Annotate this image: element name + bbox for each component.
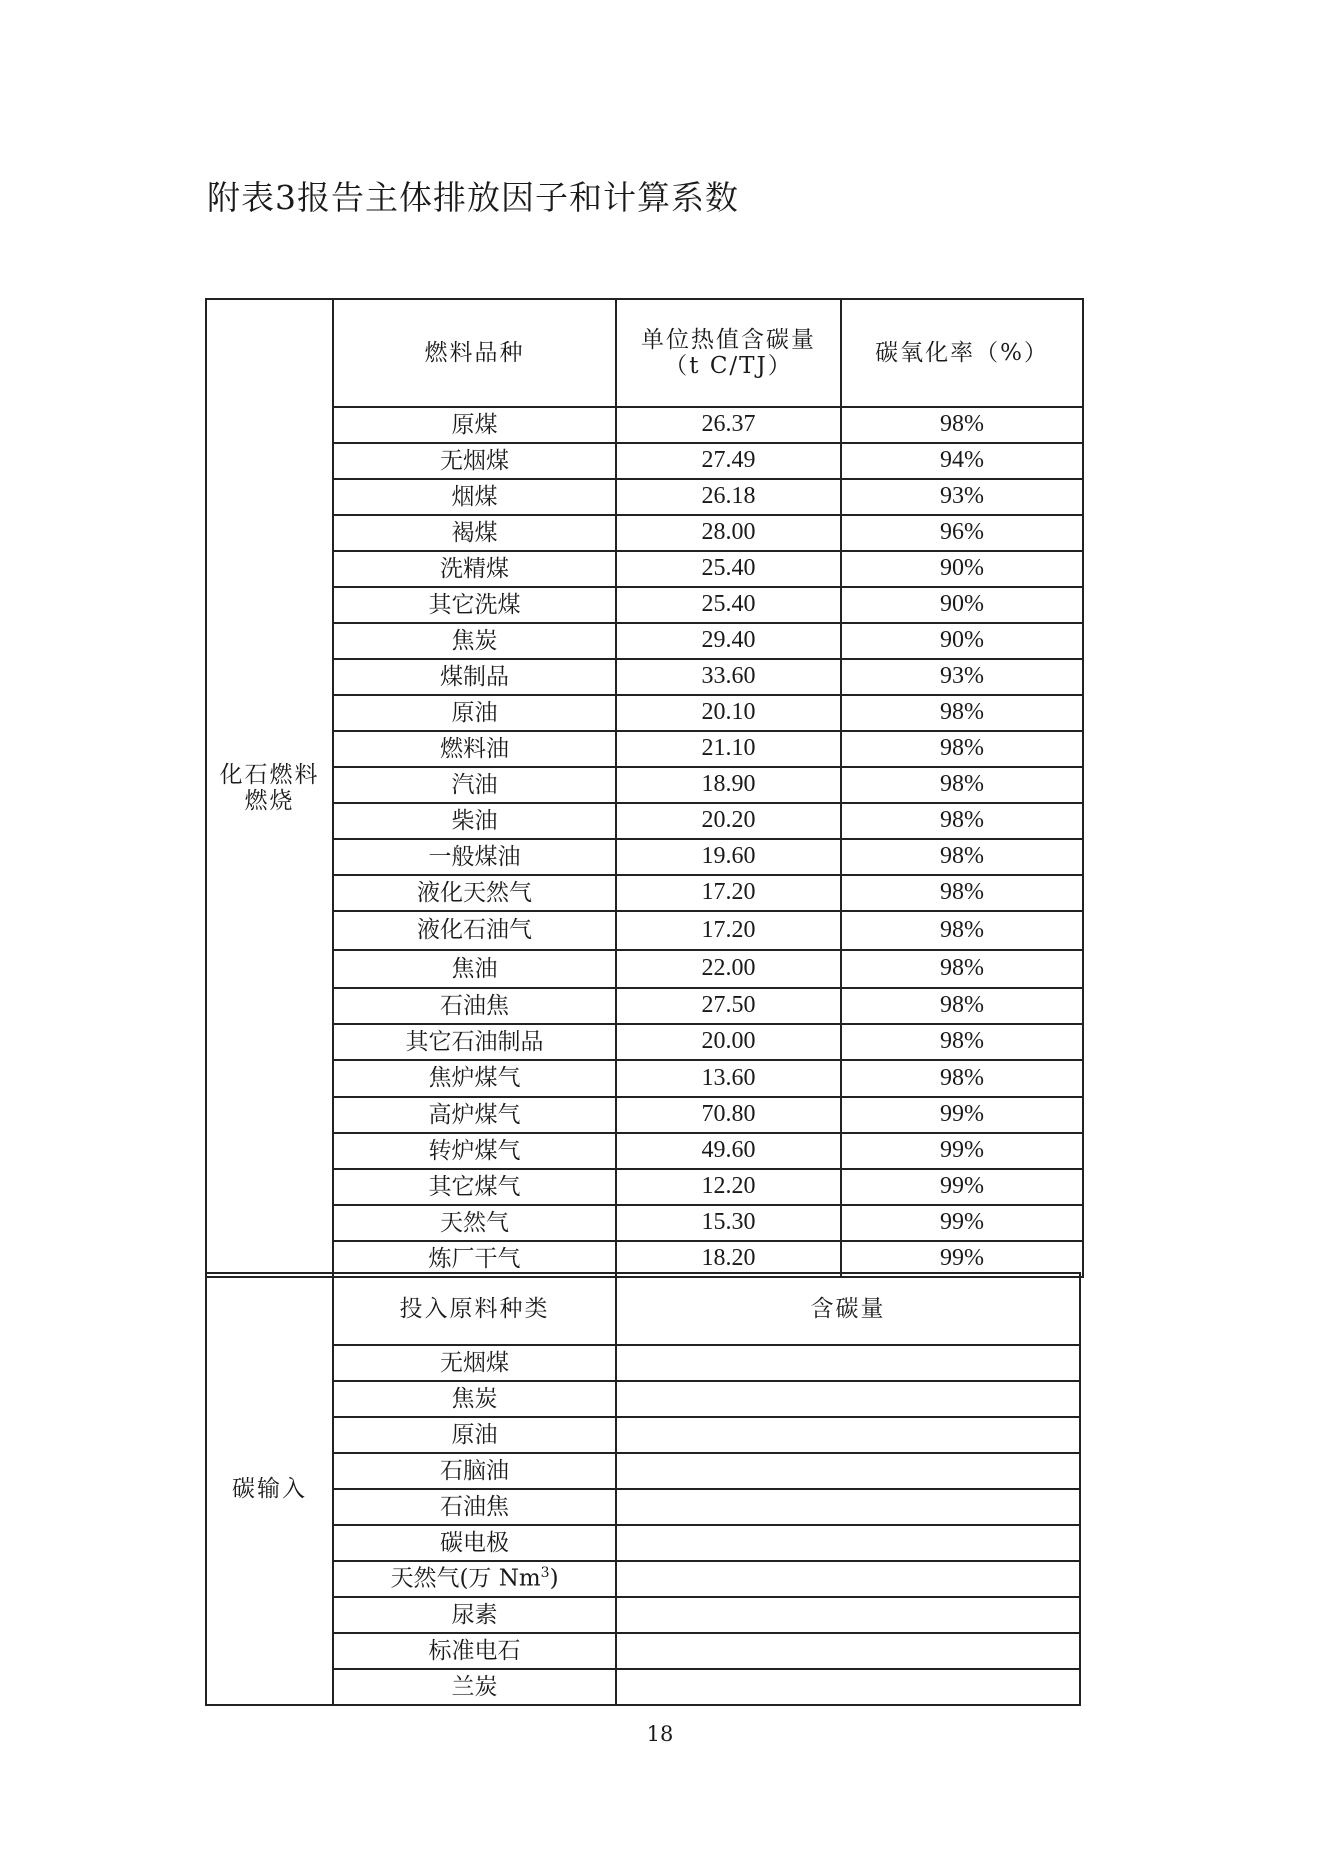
- carbon-input-table: [205, 1272, 1081, 1706]
- material-name-text: 标准电石: [428, 1637, 521, 1664]
- table-row: [206, 1024, 1083, 1060]
- table-row: [206, 988, 1083, 1024]
- oxidation-rate-value: 98%: [841, 731, 1083, 767]
- oxidation-rate-value: 99%: [841, 1241, 1083, 1277]
- carbon-amount-value: [616, 1489, 1080, 1525]
- table-row: [206, 1169, 1083, 1205]
- material-name: [333, 1417, 616, 1453]
- material-name-text: 原油: [451, 1421, 498, 1448]
- fuel-header-row: [206, 299, 1083, 407]
- carbon-content-value: 29.40: [616, 623, 841, 659]
- oxidation-rate-value: 99%: [841, 1133, 1083, 1169]
- table-row: [206, 1097, 1083, 1133]
- oxidation-rate-value: 98%: [841, 1024, 1083, 1060]
- oxidation-rate-value: 99%: [841, 1169, 1083, 1205]
- material-name: [333, 1525, 616, 1561]
- oxidation-rate-value: 98%: [841, 839, 1083, 875]
- carbon-content-value: 20.00: [616, 1024, 841, 1060]
- page-number: 18: [646, 1722, 674, 1746]
- oxidation-rate-value: 90%: [841, 551, 1083, 587]
- oxidation-rate-value: 99%: [841, 1205, 1083, 1241]
- carbon-content-value: 25.40: [616, 551, 841, 587]
- fuel-name: 原油: [333, 695, 616, 731]
- carbon-amount-value: [616, 1345, 1080, 1381]
- header-fuel-type: 燃料品种: [333, 299, 616, 407]
- carbon-content-value: 18.20: [616, 1241, 841, 1277]
- table-row: [206, 623, 1083, 659]
- fuel-name: 煤制品: [333, 659, 616, 695]
- carbon-content-value: 17.20: [616, 875, 841, 911]
- fuel-name: 天然气: [333, 1205, 616, 1241]
- material-name-text: 碳电极: [440, 1529, 509, 1556]
- oxidation-rate-value: 98%: [841, 803, 1083, 839]
- material-name: [333, 1669, 616, 1705]
- table-row: [206, 695, 1083, 731]
- table-row: [206, 1381, 1080, 1417]
- fuel-name: 炼厂干气: [333, 1241, 616, 1277]
- carbon-amount-value: [616, 1381, 1080, 1417]
- fuel-name: 转炉煤气: [333, 1133, 616, 1169]
- carbon-amount-value: [616, 1633, 1080, 1669]
- material-name: [333, 1345, 616, 1381]
- oxidation-rate-value: 98%: [841, 875, 1083, 911]
- table-row: [206, 803, 1083, 839]
- material-name-text: 焦炭: [451, 1385, 498, 1412]
- oxidation-rate-value: 90%: [841, 623, 1083, 659]
- fuel-name: 焦炭: [333, 623, 616, 659]
- fuel-name: 一般煤油: [333, 839, 616, 875]
- fuel-name: 其它石油制品: [333, 1024, 616, 1060]
- oxidation-rate-value: 96%: [841, 515, 1083, 551]
- category-cell-fossil-fuel: [206, 299, 333, 1277]
- oxidation-rate-value: 98%: [841, 767, 1083, 803]
- carbon-content-value: 33.60: [616, 659, 841, 695]
- fuel-name: 高炉煤气: [333, 1097, 616, 1133]
- oxidation-rate-value: 93%: [841, 479, 1083, 515]
- oxidation-rate-value: 99%: [841, 1097, 1083, 1133]
- carbon-content-value: 28.00: [616, 515, 841, 551]
- table-row: [206, 767, 1083, 803]
- carbon-amount-value: [616, 1417, 1080, 1453]
- table-row: [206, 950, 1083, 988]
- table-row: [206, 515, 1083, 551]
- oxidation-rate-value: 94%: [841, 443, 1083, 479]
- fuel-name: 焦油: [333, 950, 616, 988]
- carbon-amount-value: [616, 1561, 1080, 1597]
- carbon-content-value: 21.10: [616, 731, 841, 767]
- table-row: [206, 875, 1083, 911]
- table-row: [206, 1205, 1083, 1241]
- fuel-name: 燃料油: [333, 731, 616, 767]
- material-name-text: 石油焦: [440, 1493, 509, 1520]
- oxidation-rate-value: 93%: [841, 659, 1083, 695]
- carbon-content-value: 13.60: [616, 1060, 841, 1097]
- table-row: [206, 1060, 1083, 1097]
- table-row: [206, 1489, 1080, 1525]
- table-row: [206, 1453, 1080, 1489]
- fuel-name: 褐煤: [333, 515, 616, 551]
- table-row: [206, 587, 1083, 623]
- carbon-content-value: 20.10: [616, 695, 841, 731]
- carbon-content-value: 17.20: [616, 911, 841, 950]
- material-name: [333, 1489, 616, 1525]
- material-name-text: 石脑油: [440, 1457, 509, 1484]
- carbon-content-value: 27.49: [616, 443, 841, 479]
- table-row: [206, 479, 1083, 515]
- carbon-content-value: 19.60: [616, 839, 841, 875]
- material-name-text: 天然气(万 Nm: [390, 1566, 541, 1593]
- category-label-line1: 化石燃料: [219, 761, 320, 788]
- carbon-content-value: 22.00: [616, 950, 841, 988]
- material-unit-suffix: ): [549, 1566, 559, 1593]
- material-unit-superscript: 3: [540, 1565, 550, 1582]
- carbon-content-value: 25.40: [616, 587, 841, 623]
- table-row: [206, 1669, 1080, 1705]
- fuel-name: 其它洗煤: [333, 587, 616, 623]
- oxidation-rate-value: 98%: [841, 1060, 1083, 1097]
- fuel-name: 汽油: [333, 767, 616, 803]
- carbon-amount-value: [616, 1525, 1080, 1561]
- carbon-header-row: [206, 1273, 1080, 1345]
- fuel-name: 洗精煤: [333, 551, 616, 587]
- fuel-name: 其它煤气: [333, 1169, 616, 1205]
- carbon-amount-value: [616, 1453, 1080, 1489]
- oxidation-rate-value: 98%: [841, 950, 1083, 988]
- table-row: [206, 1417, 1080, 1453]
- header-carbon-amount: 含碳量: [616, 1273, 1080, 1345]
- material-name: [333, 1453, 616, 1489]
- carbon-content-value: 49.60: [616, 1133, 841, 1169]
- oxidation-rate-value: 90%: [841, 587, 1083, 623]
- header-carbon-content-line1: 单位热值含碳量: [641, 326, 816, 353]
- fuel-name: 无烟煤: [333, 443, 616, 479]
- fuel-combustion-table: [205, 298, 1084, 1278]
- header-oxidation-rate: 碳氧化率（%）: [841, 299, 1083, 407]
- carbon-content-value: 15.30: [616, 1205, 841, 1241]
- carbon-content-value: 27.50: [616, 988, 841, 1024]
- fuel-name: 石油焦: [333, 988, 616, 1024]
- material-name: [333, 1633, 616, 1669]
- table-row: [206, 911, 1083, 950]
- table-row: [206, 551, 1083, 587]
- category-label-line2: 燃烧: [244, 788, 295, 814]
- material-name-text: 无烟煤: [440, 1349, 509, 1376]
- table-row: [206, 659, 1083, 695]
- table-row: [206, 407, 1083, 443]
- fuel-name: 液化天然气: [333, 875, 616, 911]
- table-row: [206, 1597, 1080, 1633]
- oxidation-rate-value: 98%: [841, 911, 1083, 950]
- table-row: [206, 1561, 1080, 1597]
- table-row: [206, 731, 1083, 767]
- page-title: 附表3报告主体排放因子和计算系数: [207, 178, 739, 217]
- fuel-name: 原煤: [333, 407, 616, 443]
- material-name: [333, 1381, 616, 1417]
- carbon-content-value: 20.20: [616, 803, 841, 839]
- header-carbon-content-line2: （t C/TJ）: [664, 353, 793, 379]
- carbon-content-value: 18.90: [616, 767, 841, 803]
- fuel-name: 焦炉煤气: [333, 1060, 616, 1097]
- carbon-amount-value: [616, 1597, 1080, 1633]
- carbon-content-value: 26.37: [616, 407, 841, 443]
- material-name: [333, 1561, 616, 1597]
- oxidation-rate-value: 98%: [841, 407, 1083, 443]
- category-cell-carbon-input: 碳输入: [206, 1273, 333, 1705]
- table-row: [206, 1525, 1080, 1561]
- carbon-content-value: 70.80: [616, 1097, 841, 1133]
- carbon-content-value: 12.20: [616, 1169, 841, 1205]
- table-row: [206, 1345, 1080, 1381]
- header-material-type: 投入原料种类: [333, 1273, 616, 1345]
- table-row: [206, 1633, 1080, 1669]
- carbon-content-value: 26.18: [616, 479, 841, 515]
- table-row: [206, 443, 1083, 479]
- carbon-amount-value: [616, 1669, 1080, 1705]
- table-row: [206, 1133, 1083, 1169]
- fuel-name: 液化石油气: [333, 911, 616, 950]
- oxidation-rate-value: 98%: [841, 988, 1083, 1024]
- header-carbon-content: [616, 299, 841, 407]
- fuel-name: 烟煤: [333, 479, 616, 515]
- table-row: [206, 839, 1083, 875]
- fuel-name: 柴油: [333, 803, 616, 839]
- oxidation-rate-value: 98%: [841, 695, 1083, 731]
- material-name: [333, 1597, 616, 1633]
- material-name-text: 尿素: [451, 1601, 498, 1628]
- material-name-text: 兰炭: [451, 1673, 498, 1700]
